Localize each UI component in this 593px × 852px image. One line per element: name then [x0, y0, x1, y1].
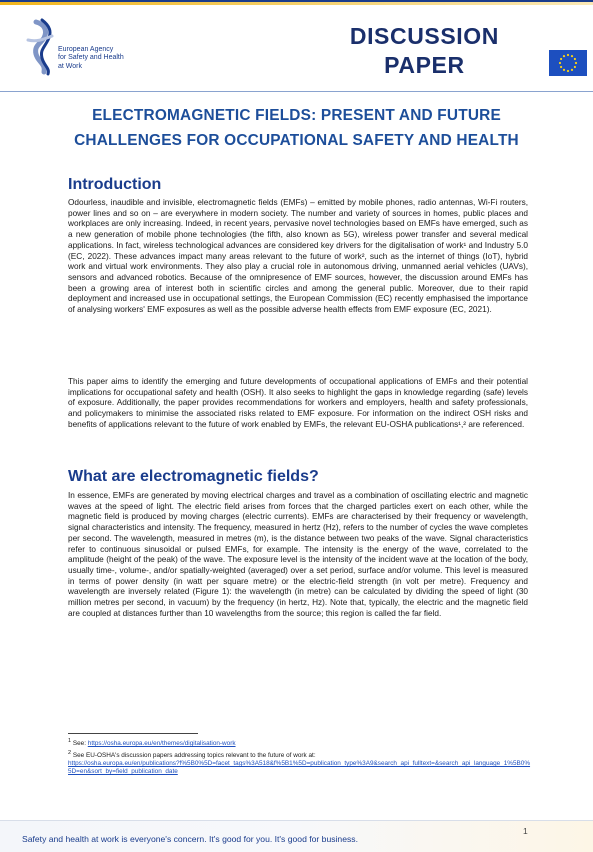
footer-tagline: Safety and health at work is everyone's concern. It's good for you. It's good for business.: [22, 834, 358, 844]
eu-osha-logo-icon: [22, 18, 62, 76]
intro-paragraph-2: This paper aims to identify the emerging and future developments of occupational applications of EMFs and their potential implications for occupational safety and health (OSH). It also seeks to highlight the gaps in knowledge regarding (safe) levels of exposure. Additionally, the paper provides recommendations for workers and employers, health and safety professionals, and policymakers to minimise the associated risks related to EMF exposure. For information on the indirect OSH risks and benefits of applications relevant to the future of work enabled by EMFs, the relevant EU-OSHA publications¹,² are referenced.: [68, 377, 528, 429]
emf-paragraph-1: In essence, EMFs are generated by moving electrical charges and travel as a combination of oscillating electric and magnetic waves at the speed of light. The electric field arises from forces that the charged particles exert on each other, while the magnetic field is produced by moving charges (electric currents). EMFs are characterised by their frequency or wavelength, signal characteristics and intensity. The frequency, measured in hertz (Hz), refers to the number of cycles the wave completes per second. The wavelength, measured in metres (m), is the distance between two peaks of the wave. Signal characteristics refer to continuous sinusoidal or pulsed EMFs, for example. The intensity is the energy of the wave, correlated to the amplitude (height of the peak) of the wave. The exposure level is the intensity of the incident wave at the location of the body, usually time-, volume-, and/or spatially-weighted (averaged) over a set period, surface and/or volume. This level is measured in terms of power density (in watt per square metre) or the electric-field strength (in volt per metre). Frequency and wavelength are inversely related (Figure 1): the wavelength (in metre) can be calculated by dividing the speed of light (30 million metres per second, in vacuum) by the frequency (in hertz, Hz). Note that, typically, the electric and the magnetic field are coupled at distances further than 10 wavelengths from the source; this region is called the far field.: [68, 491, 528, 618]
intro-paragraph-1: Odourless, inaudible and invisible, electromagnetic fields (EMFs) – emitted by mobile phones, radio antennas, Wi-Fi routers, power lines and so on – are everywhere in modern society. The number and variety of sources in homes, public places and workplaces are only increasing. Indeed, in recent years, pervasive novel technologies based on EMFs have emerged, such as a new generation of mobile phone technologies (the fifth, also known as 5G), wireless power transfer and several medical applications. In fact, wireless technological advances are considered key drivers for the digitalisation of work¹ and Industry 5.0 (EC, 2022). These advances impact many areas relevant to the future of work², such as the internet of things (IoT), hybrid work and virtual work environments. They also play a crucial role in autonomous driving, unmanned aerial vehicles (UAVs), sensors and advanced robotics. Because of the omnipresence of EMF sources, however, the discussion around EMFs has been a growing area of interest both in scientific circles and among the general public. Moreover, due to their rapid deployment and increased use in occupational settings, the European Commission (EC) recently emphasised the importance of analysing workers' EMF exposures as well as the possible adverse health effects from EMF exposure (EC, 2021).: [68, 198, 528, 315]
agency-name-line3: at Work: [58, 62, 82, 70]
agency-name-line2: for Safety and Health: [58, 54, 124, 62]
footnote-2: [68, 749, 533, 776]
footnote-1-link[interactable]: https://osha.europa.eu/en/themes/digitalisation-work: [87, 740, 236, 747]
page-title-line2: CHALLENGES FOR OCCUPATIONAL SAFETY AND HEALTH: [74, 132, 519, 149]
agency-name-line1: European Agency: [58, 46, 114, 53]
footnote-1-marker: 1: [68, 737, 72, 744]
page-title: [30, 103, 563, 153]
footer-divider: [0, 820, 593, 821]
document-type: [350, 22, 499, 80]
header-divider: [0, 91, 593, 92]
top-gold-line: [0, 2, 593, 5]
top-accent-band: [0, 0, 593, 6]
page-title-line1: ELECTROMAGNETIC FIELDS: PRESENT AND FUTURE: [92, 107, 501, 124]
document-type-line1: DISCUSSION: [349, 23, 499, 49]
footnote-1-text: See:: [71, 740, 88, 747]
section-heading-what-are-emfs: What are electromagnetic fields?: [68, 468, 319, 485]
footnote-1: [68, 737, 533, 748]
eu-osha-logo[interactable]: [22, 18, 132, 80]
section-heading-introduction: Introduction: [68, 176, 162, 193]
eu-flag-icon: [549, 50, 587, 76]
agency-name: [58, 46, 124, 71]
footnote-2-marker: 2: [68, 749, 72, 756]
page-number: 1: [523, 826, 528, 836]
footnote-2-link[interactable]: https://osha.europa.eu/en/publications?f%5B0%5D=facet_tags%3A518&f%5B1%5D=publication_type%3A9&search_api_fulltext=&search_api_language_1%5B0%5D=en&sort_by=field_publication_date: [68, 760, 531, 775]
footnote-2-text: See EU-OSHA's discussion papers addressing topics relevant to the future of work at:: [71, 752, 316, 759]
footnote-divider: [68, 733, 198, 734]
document-type-line2: PAPER: [384, 52, 465, 78]
